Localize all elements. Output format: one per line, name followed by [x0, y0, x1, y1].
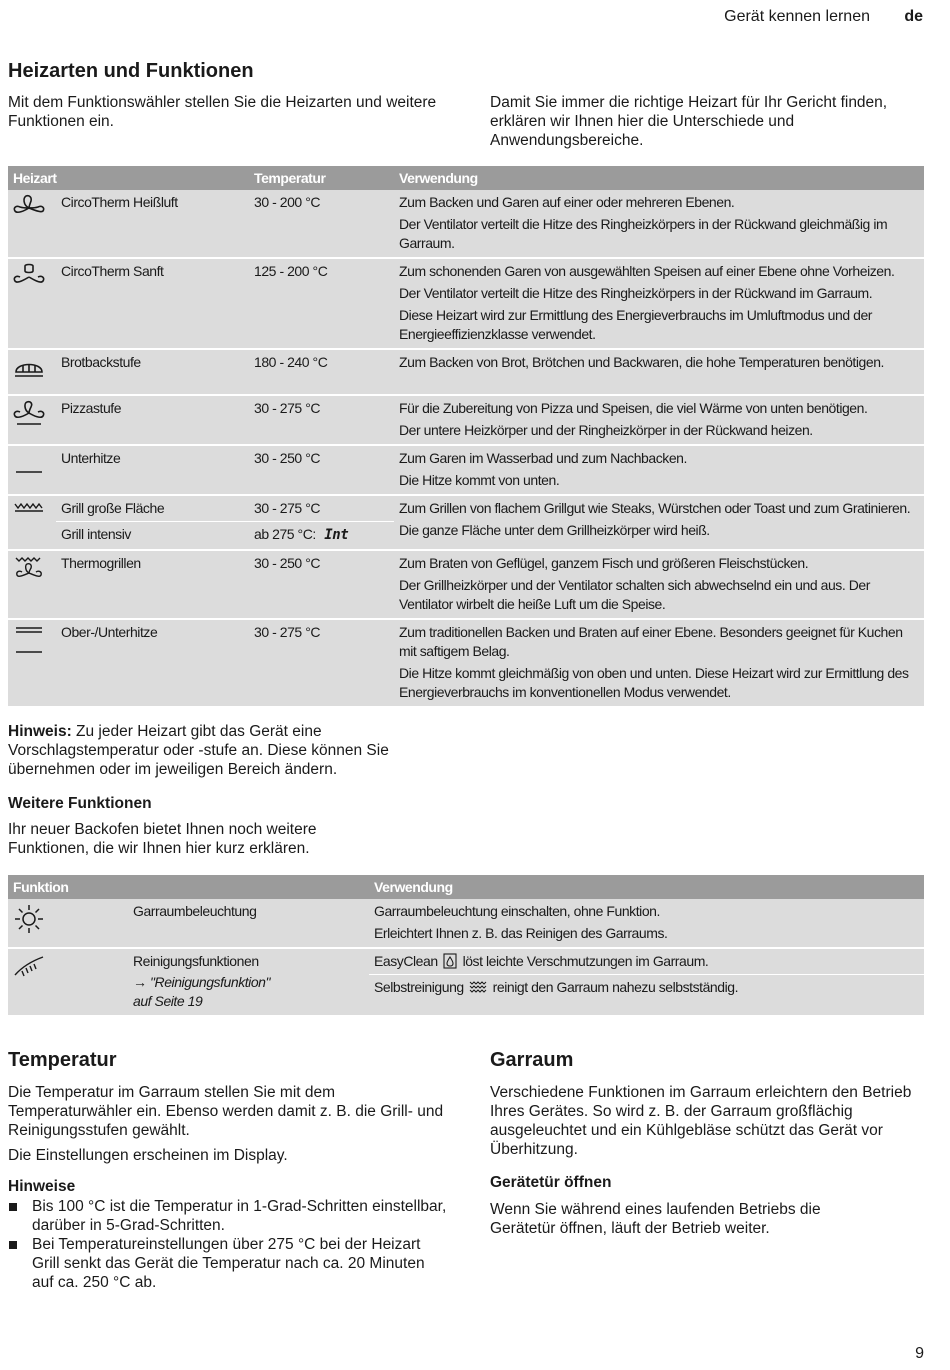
heating-temp: 180 - 240 °C	[249, 349, 394, 395]
heating-types-table	[8, 166, 924, 706]
hint-text: Zu jeder Heizart gibt das Gerät eine Vorschlagstemperatur oder -stufe an. Diese können Sie übernehmen oder im jeweiligen Bereich ändern.	[8, 723, 389, 778]
heating-intro-left: Mit dem Funktionswähler stellen Sie die Heizarten und weitere Funktionen ein.	[8, 94, 437, 130]
display-int-symbol: Int	[324, 527, 349, 543]
heating-name: Unterhitze	[56, 445, 249, 495]
hint-label: Hinweis:	[8, 723, 72, 740]
gentle-fan-icon	[12, 263, 46, 293]
hints-list	[8, 1197, 448, 1292]
table-row	[8, 258, 924, 349]
column-header: Verwendung	[394, 166, 924, 190]
cavity-text: Verschiedene Funktionen im Garraum erleichtern den Betrieb Ihres Gerätes. So wird z. B. der Garraum großflächig ausgeleuchtet und ein Kühlgebläse schützt das Gerät vor Überhitzung.	[490, 1084, 912, 1158]
bread-icon	[12, 354, 46, 384]
grill-large-icon	[12, 500, 46, 530]
bottom-heat-icon	[12, 450, 46, 480]
heating-use: Zum Garen im Wasserbad und zum Nachbacken. Die Hitze kommt von unten.	[394, 445, 924, 495]
table-row	[8, 948, 924, 1015]
heating-name: CircoTherm Sanft	[56, 258, 249, 349]
function-use: Garraumbeleuchtung einschalten, ohne Funktion. Erleichtert Ihnen z. B. das Reinigen des Garraums.	[374, 903, 668, 941]
reference-title: "Reinigungsfunktion"	[150, 974, 271, 990]
function-use	[369, 948, 924, 1015]
table-row	[8, 349, 924, 395]
table-row	[8, 495, 924, 550]
chapter-title: Gerät kennen lernen	[724, 8, 870, 25]
hint-note	[8, 722, 448, 779]
hints-title: Hinweise	[8, 1178, 76, 1195]
heating-use: Zum traditionellen Backen und Braten auf einer Ebene. Besonders geeignet für Kuchen mit saftigem Belag. Die Hitze kommt gleichmäßig von oben und unten. Diese Heizart wird zur Ermittlung des Energieverbrauchs im konventionellen Modus verwendet.	[394, 619, 924, 706]
heating-name: Grill große Fläche	[61, 500, 165, 516]
selfclean-text: reinigt den Garraum nahezu selbstständig.	[492, 979, 739, 995]
heating-subtemp: ab 275 °C:	[254, 526, 316, 542]
heating-temp: 30 - 275 °C	[249, 395, 394, 445]
table-row	[8, 190, 924, 258]
subsection-title-more-functions: Weitere Funktionen	[8, 795, 152, 812]
heating-temp: 30 - 250 °C	[249, 550, 394, 619]
column-header: Funktion	[8, 875, 369, 899]
table-row	[8, 899, 924, 948]
table-header-row	[8, 166, 924, 190]
list-item: Bis 100 °C ist die Temperatur in 1-Grad-Schritten einstellbar, darüber in 5-Grad-Schritten.	[8, 1197, 448, 1235]
section-title-temperature: Temperatur	[8, 1049, 117, 1071]
language-code: de	[904, 8, 923, 25]
fan-icon	[12, 194, 46, 224]
function-name: Garraumbeleuchtung	[133, 903, 257, 919]
heating-name: CircoTherm Heißluft	[61, 194, 178, 210]
pizza-icon	[12, 400, 46, 430]
top-bottom-heat-icon	[12, 624, 46, 658]
heating-temp: 30 - 275 °C	[249, 619, 394, 706]
column-header: Heizart	[8, 166, 249, 190]
pyrolysis-icon	[469, 980, 487, 994]
lamp-icon	[12, 903, 46, 935]
heating-temp: 30 - 200 °C	[254, 194, 321, 210]
heating-use: Für die Zubereitung von Pizza und Speisen, die viel Wärme von unten benötigen. Der untere Heizkörper und der Ringheizkörper in der Rückwand heizen.	[394, 395, 924, 445]
door-text: Wenn Sie während eines laufenden Betriebs die Gerätetür öffnen, läuft der Betrieb weiter.	[490, 1201, 821, 1237]
cleaning-icon	[12, 953, 46, 985]
heating-subname: Grill intensiv	[56, 521, 249, 544]
cross-reference-link[interactable]	[133, 973, 364, 992]
easyclean-text: löst leichte Verschmutzungen im Garraum.	[462, 953, 709, 969]
easyclean-label: EasyClean	[374, 953, 438, 969]
column-header: Temperatur	[249, 166, 394, 190]
column-header: Verwendung	[369, 875, 924, 899]
heating-use: Zum Braten von Geflügel, ganzem Fisch und größeren Fleischstücken. Der Grillheizkörper und der Ventilator schalten sich abwechselnd ein und aus. Der Ventilator wirbelt die heiße Luft um die Speise.	[394, 550, 924, 619]
heating-name: Brotbackstufe	[56, 349, 249, 395]
bullet-icon	[9, 1203, 17, 1211]
heating-temp: 125 - 200 °C	[249, 258, 394, 349]
heating-intro-right: Damit Sie immer die richtige Heizart für Ihr Gericht finden, erklären wir Ihnen hier die Unterschiede und Anwendungsbereiche.	[490, 94, 888, 149]
bullet-icon	[9, 1241, 17, 1249]
more-functions-intro: Ihr neuer Backofen bietet Ihnen noch weitere Funktionen, die wir Ihnen hier kurz erklären.	[8, 821, 317, 857]
heating-name: Thermogrillen	[56, 550, 249, 619]
heating-temp: 30 - 275 °C	[254, 500, 321, 516]
section-title-cavity: Garraum	[490, 1049, 574, 1071]
heating-name: Ober-/Unterhitze	[56, 619, 249, 706]
arrow-right-icon: →	[133, 974, 147, 990]
functions-table	[8, 875, 924, 1015]
door-title: Gerätetür öffnen	[490, 1174, 612, 1191]
heating-name: Pizzastufe	[56, 395, 249, 445]
reference-page: auf Seite 19	[133, 993, 203, 1009]
temperature-display-text: Die Einstellungen erscheinen im Display.	[8, 1147, 288, 1164]
running-header	[0, 8, 950, 30]
list-item: Bei Temperatureinstellungen über 275 °C bei der Heizart Grill senkt das Gerät die Temperatur nach ca. 20 Minuten auf ca. 250 °C ab.	[8, 1235, 448, 1292]
heating-temp: 30 - 250 °C	[249, 445, 394, 495]
heating-use: Zum Backen und Garen auf einer oder mehreren Ebenen. Der Ventilator verteilt die Hitze des Ringheizkörpers in der Rückwand gleichmäßig im Garraum.	[399, 194, 888, 251]
section-title-heating: Heizarten und Funktionen	[8, 60, 254, 82]
function-name: Reinigungsfunktionen	[133, 953, 259, 969]
heating-use: Zum Grillen von flachem Grillgut wie Steaks, Würstchen oder Toast und zum Gratinieren. Die ganze Fläche unter dem Grillheizkörper wird heiß.	[394, 495, 924, 550]
table-row	[8, 395, 924, 445]
table-header-row	[8, 875, 924, 899]
thermo-grill-icon	[12, 555, 46, 585]
heating-use: Zum Backen von Brot, Brötchen und Backwaren, die hohe Temperaturen benötigen.	[394, 349, 924, 395]
table-row	[8, 445, 924, 495]
table-row	[8, 550, 924, 619]
page-number: 9	[915, 1345, 924, 1362]
temperature-text: Die Temperatur im Garraum stellen Sie mit dem Temperaturwähler ein. Ebenso werden damit z. B. die Grill- und Reinigungsstufen gewählt.	[8, 1084, 444, 1139]
selfclean-label: Selbstreinigung	[374, 979, 464, 995]
heating-use: Zum schonenden Garen von ausgewählten Speisen auf einer Ebene ohne Vorheizen. Der Ventilator verteilt die Hitze des Ringheizkörpers in der Rückwand im Garraum. Diese Heizart wird zur Ermittlung des Energieverbrauchs im Umluftmodus und der Energieeffizienzklasse verwendet.	[394, 258, 924, 349]
table-row	[8, 619, 924, 706]
easyclean-icon	[443, 953, 457, 969]
